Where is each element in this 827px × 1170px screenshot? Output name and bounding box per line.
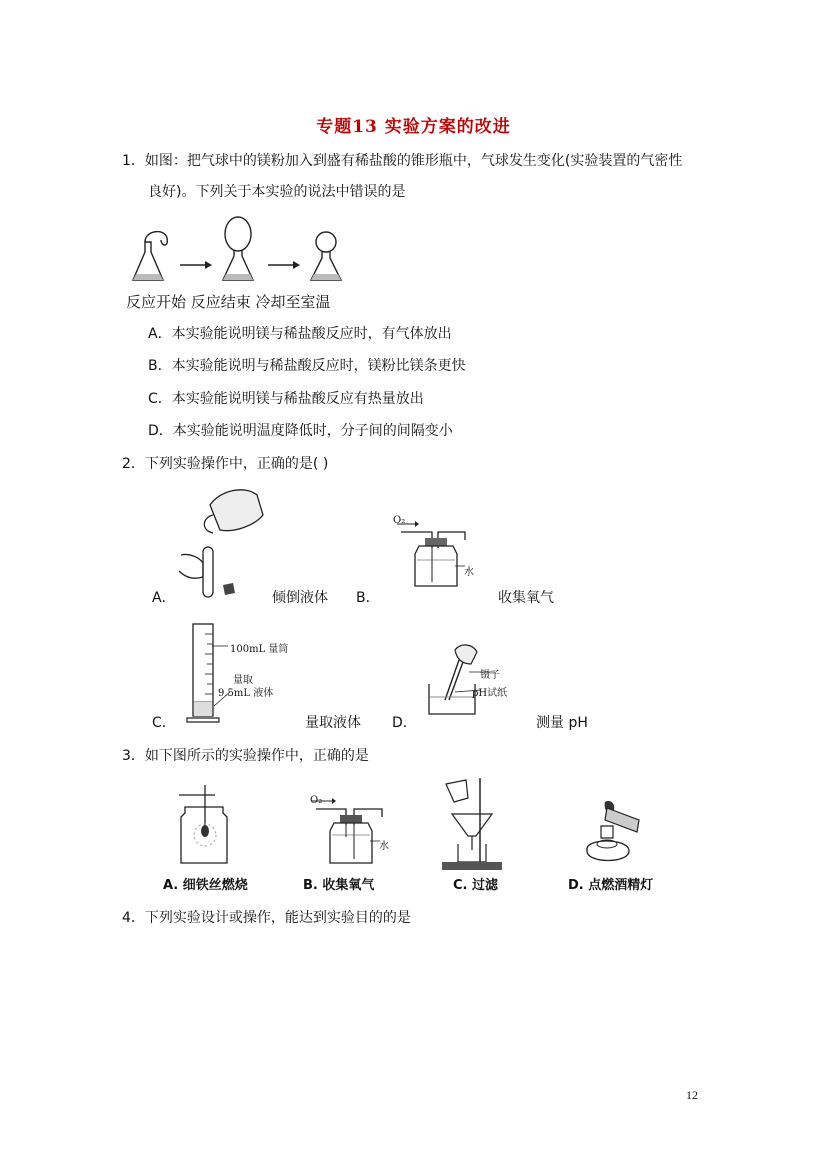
q3-c-filter-icon xyxy=(440,778,510,873)
q2-b-bottle-icon xyxy=(395,520,475,590)
q3-d-lamp-icon xyxy=(577,798,657,878)
q2-c-label-top: 100mL 量筒 xyxy=(230,644,289,655)
q1-option-d: D．本实验能说明温度降低时，分子间的间隔变小 xyxy=(148,423,453,439)
q1-option-b: B．本实验能说明与稀盐酸反应时，镁粉比镁条更快 xyxy=(148,358,466,374)
q2-a-pour-icon xyxy=(175,485,265,600)
q2-d-label-1: 镊子 xyxy=(480,670,500,681)
q1-stem-line1: 1．如图：把气球中的镁粉加入到盛有稀盐酸的锥形瓶中，气球发生变化(实验装置的气密性 xyxy=(122,153,683,169)
q2-b-water-label: 水 xyxy=(464,567,474,578)
q2-a-letter: A． xyxy=(152,590,176,606)
flask-end-icon xyxy=(223,217,253,280)
q1-figure xyxy=(125,220,385,290)
q2-b-text: 收集氧气 xyxy=(498,590,554,606)
q1-option-a: A．本实验能说明镁与稀盐酸反应时，有气体放出 xyxy=(148,326,452,342)
q1-figure-caption: 反应开始 反应结束 冷却至室温 xyxy=(126,293,331,311)
flask-start-icon xyxy=(133,232,167,280)
q2-d-letter: D． xyxy=(392,715,417,731)
q4-stem: 4．下列实验设计或操作，能达到实验目的的是 xyxy=(122,910,411,926)
q3-b-gas-label: O₂ xyxy=(310,795,323,806)
q3-caption-d: D. 点燃酒精灯 xyxy=(568,878,654,893)
q1-option-c: C．本实验能说明镁与稀盐酸反应有热量放出 xyxy=(148,391,424,407)
q3-caption-c: C. 过滤 xyxy=(453,878,499,893)
q1-stem-line2: 良好)。下列关于本实验的说法中错误的是 xyxy=(148,184,406,200)
q2-c-label-mid1: 量取 xyxy=(233,675,253,686)
q3-a-iron-wire-icon xyxy=(175,785,235,865)
page-number: 12 xyxy=(686,1088,698,1102)
q2-c-letter: C． xyxy=(152,715,176,731)
q2-b-letter: B． xyxy=(356,590,380,606)
page-title: 专题13 实验方案的改进 xyxy=(316,117,511,137)
q2-d-text: 测量 pH xyxy=(536,715,588,731)
q3-b-water-label: 水 xyxy=(379,841,389,852)
q3-caption-b: B. 收集氧气 xyxy=(303,878,375,893)
q3-b-bottle-icon xyxy=(310,797,390,867)
q2-a-text: 倾倒液体 xyxy=(272,590,328,606)
q2-c-text: 量取液体 xyxy=(305,715,361,731)
q2-c-label-mid2: 9.5mL 液体 xyxy=(218,688,274,699)
q2-b-gas-label: O₂ xyxy=(393,515,406,526)
q2-d-label-2: pH试纸 xyxy=(472,688,508,699)
q3-stem: 3．如下图所示的实验操作中，正确的是 xyxy=(122,748,369,764)
q2-stem: 2．下列实验操作中，正确的是( ) xyxy=(122,456,329,472)
flask-cool-icon xyxy=(311,232,341,280)
q3-caption-a: A. 细铁丝燃烧 xyxy=(163,878,248,893)
